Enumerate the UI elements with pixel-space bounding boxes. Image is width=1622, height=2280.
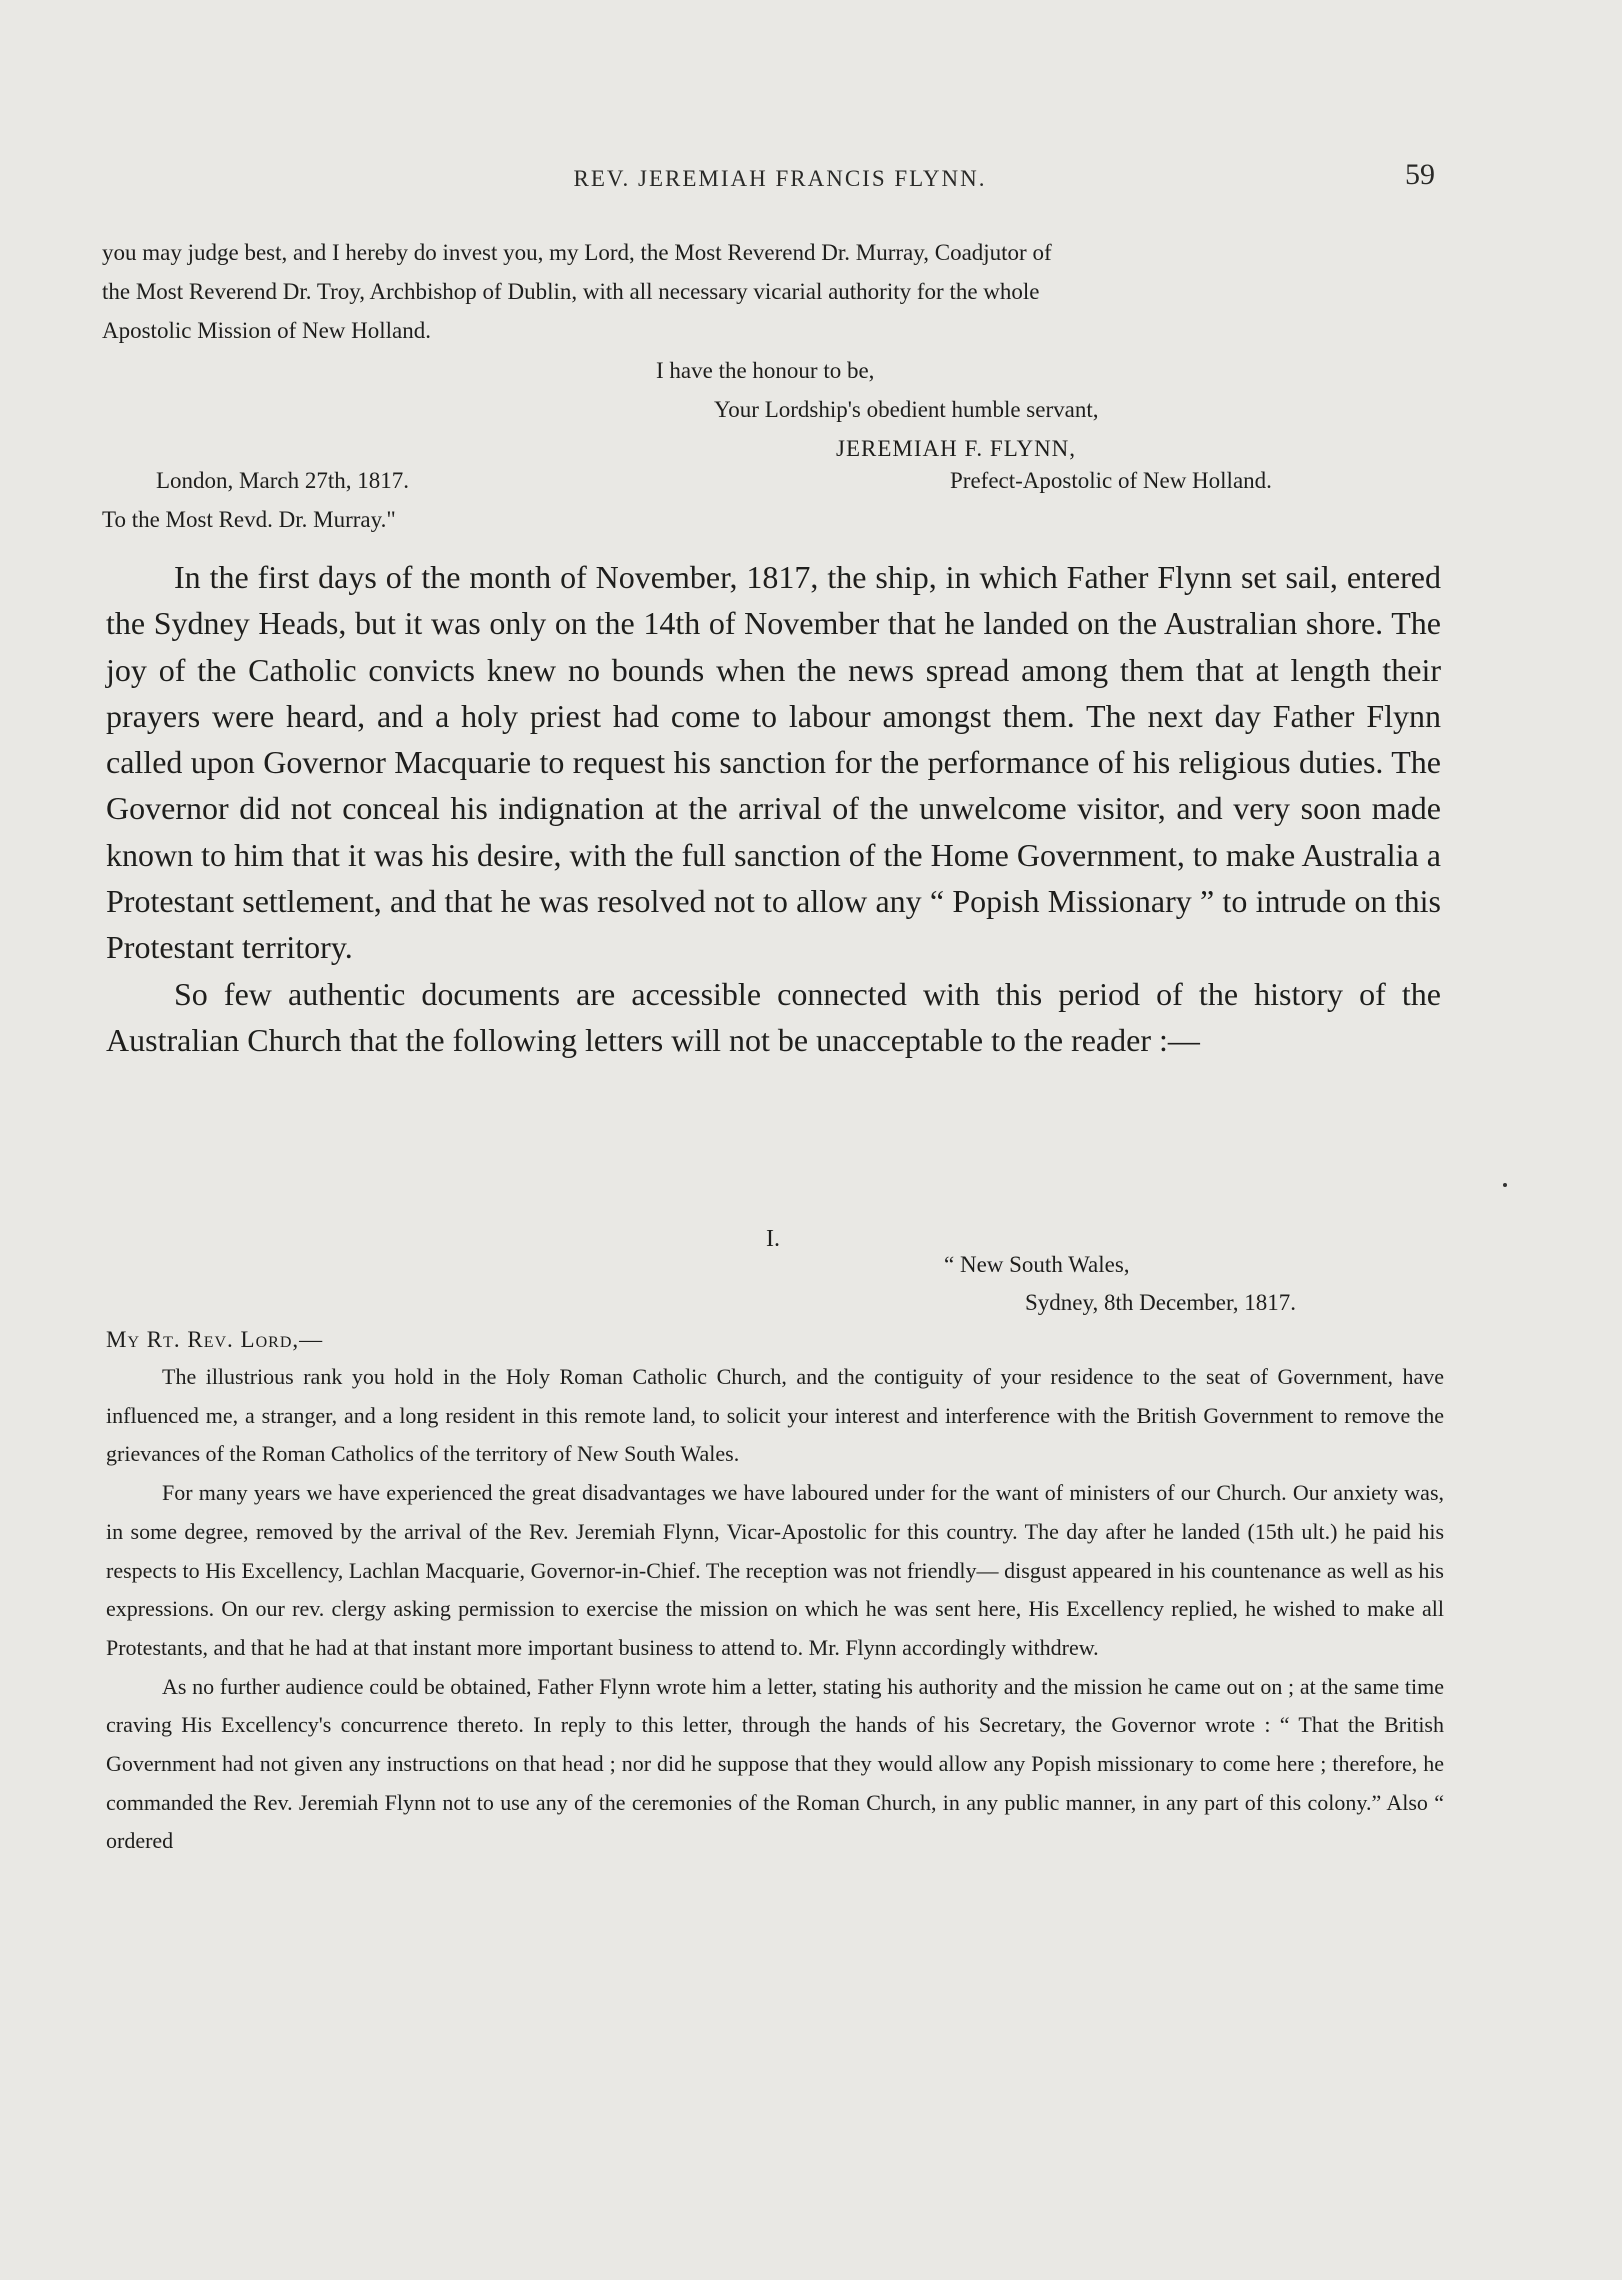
place-date: London, March 27th, 1817. <box>156 468 409 493</box>
letter-paragraph-2: For many years we have experienced the great disadvantages we have laboured under for the want of ministers of our Church. Our anxiety was, in some degree, removed by the arrival of the Rev. Jeremiah Flynn, Vicar-Apostolic for this country. The day after he landed (15th ult.) he paid his respects to His Excellency, Lachlan Macquarie, Governor-in-Chief. The reception was not friendly— disgust appeared in his countenance as well as his expressions. On our rev. clergy asking permission to exercise the mission on which he was sent here, His Excellency replied, he wished to make all Protestants, and that he had at that instant more important business to attend to. Mr. Flynn accordingly withdrew. <box>106 1480 1444 1660</box>
letter-paragraph-3: As no further audience could be obtained, Father Flynn wrote him a letter, stating his authority and the mission he came out on ; at the same time craving His Excellency's concurrence thereto. In reply to this letter, through the hands of his Secretary, the Governor wrote : “ That the British Government had not given any instructions on that head ; nor did he suppose that they would allow any Popish missionary to come here ; therefore, he commanded the Rev. Jeremiah Flynn not to use any of the ceremonies of the Roman Church, in any public manner, in any part of this colony.” Also “ ordered <box>106 1673 1444 1854</box>
signature: JEREMIAH F. FLYNN, <box>836 436 1077 461</box>
letter-numeral: I. <box>766 1226 780 1252</box>
narrative-paragraph-1: In the first days of the month of November, 1817, the ship, in which Father Flynn set sail, entered the Sydney Heads, but it was only on the 14th of November that he landed on the Australian shore. The joy of the Catholic convicts knew no bounds when the news spread among them that at length their prayers were heard, and a holy priest had come to labour amongst them. The next day Father Flynn called upon Governor Macquarie to request his sanction for the performance of his religious duties. The Governor did not conceal his indignation at the arrival of the unwelcome visitor, and very soon made known to him that it was his desire, with the full sanction of the Home Government, to make Australia a Protestant settlement, and that he was resolved not to allow any “ Popish Missionary ” to intrude on this Protestant territory. <box>106 559 1441 966</box>
closing-line: I have the honour to be, <box>656 358 875 383</box>
narrative-paragraph-2: So few authentic documents are accessible connected with this period of the history of the Australian Church that the following letters will not be unacceptable to the reader :— <box>106 975 1441 1058</box>
page-number: 59 <box>1405 158 1435 191</box>
letter-salutation: My Rt. Rev. Lord,— <box>106 1327 324 1352</box>
closing-line-2: Your Lordship's obedient humble servant, <box>714 397 1099 422</box>
letter-paragraph-1: The illustrious rank you hold in the Holy Roman Catholic Church, and the contiguity of your residence to the seat of Government, have influenced me, a stranger, and a long resident in this remote land, to solicit your interest and interference with the British Government to remove the grievances of the Roman Catholics of the territory of New South Wales. <box>106 1364 1444 1467</box>
letter-end-line-3: Apostolic Mission of New Holland. <box>102 318 432 343</box>
letter-body <box>106 1358 1444 1861</box>
letter-end-line-2: the Most Reverend Dr. Troy, Archbishop of Dublin, with all necessary vicarial authority for the whole <box>102 279 1040 304</box>
running-header: REV. JEREMIAH FRANCIS FLYNN. <box>573 166 987 191</box>
signatory-title: Prefect-Apostolic of New Holland. <box>950 468 1272 493</box>
addressee: To the Most Revd. Dr. Murray." <box>102 507 396 532</box>
letter-end-line-1: you may judge best, and I hereby do invest you, my Lord, the Most Reverend Dr. Murray, Coadjutor of <box>102 240 1052 265</box>
narrative-text <box>106 554 1441 1063</box>
letter-place: “ New South Wales, <box>944 1252 1130 1277</box>
ink-speck <box>1503 1183 1507 1187</box>
letter-date: Sydney, 8th December, 1817. <box>1025 1290 1296 1315</box>
